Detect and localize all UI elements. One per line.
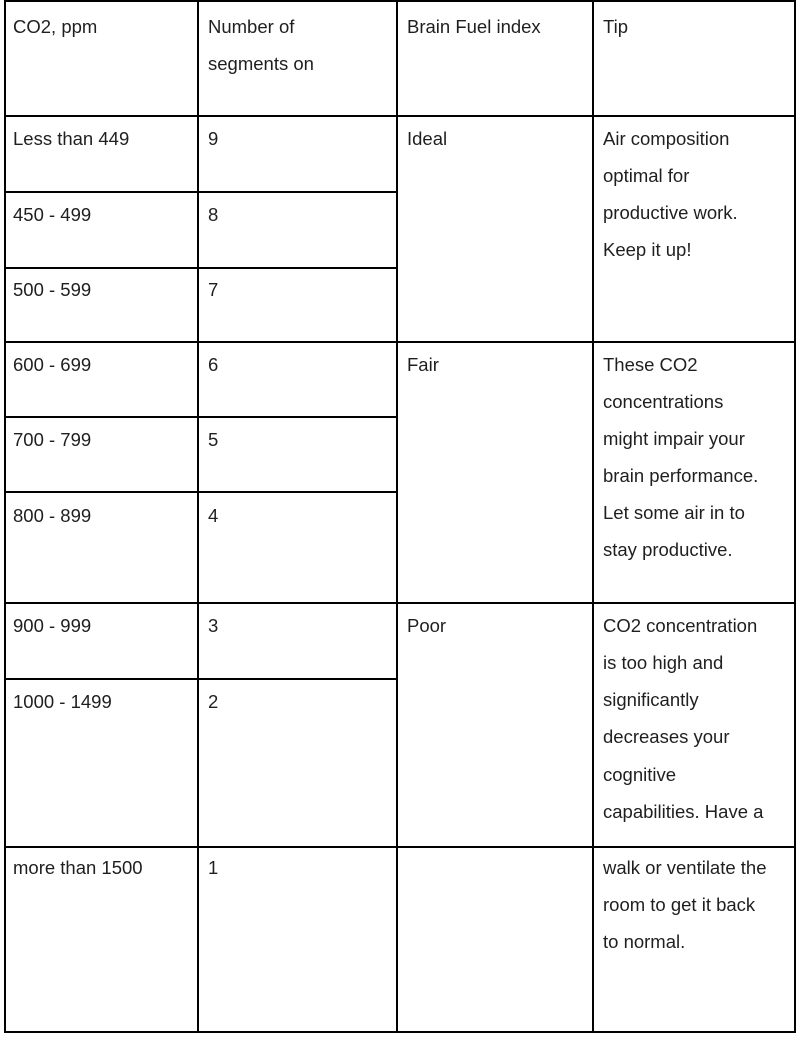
tip-line: optimal for [603,165,690,186]
tip-line: is too high and [603,652,724,673]
header-brain-fuel-index: Brain Fuel index [407,16,541,37]
ppm-cell: 900 - 999 [13,615,92,636]
segments-cell: 4 [208,505,219,526]
tip-line: Let some air in to [603,502,745,523]
segments-cell: 5 [208,429,219,450]
header-segments-line2: segments on [208,53,314,74]
ppm-cell: Less than 449 [13,128,130,149]
segments-cell: 1 [208,857,219,878]
segments-cell: 9 [208,128,219,149]
header-co2: CO2, ppm [13,16,98,37]
tip-line: These CO2 [603,354,698,375]
tip-line: Air composition [603,128,730,149]
segments-cell: 8 [208,204,219,225]
ppm-cell: 600 - 699 [13,354,92,375]
tip-line: cognitive [603,764,677,785]
ppm-cell: 450 - 499 [13,204,92,225]
border-header-bottom [4,115,796,117]
border-row1 [4,191,398,193]
tip-line: brain performance. [603,465,759,486]
tip-line: concentrations [603,391,724,412]
border-col4 [592,0,594,1033]
tip-line: capabilities. Have a [603,801,764,822]
tip-line: walk or ventilate the [603,857,767,878]
tip-line: productive work. [603,202,738,223]
segments-cell: 7 [208,279,219,300]
border-col3 [396,0,398,1033]
border-right [794,0,796,1033]
border-bottom [4,1031,796,1033]
tip-line: room to get it back [603,894,756,915]
tip-line: might impair your [603,428,745,449]
segments-cell: 6 [208,354,219,375]
ppm-cell: 500 - 599 [13,279,92,300]
ppm-cell: 800 - 899 [13,505,92,526]
tip-line: stay productive. [603,539,733,560]
border-row5 [4,491,398,493]
border-row2 [4,267,398,269]
border-group1 [4,341,796,343]
index-poor: Poor [407,615,447,636]
segments-cell: 3 [208,615,219,636]
border-row4 [4,416,398,418]
ppm-cell: 1000 - 1499 [13,691,112,712]
tip-line: Keep it up! [603,239,692,260]
index-ideal: Ideal [407,128,448,149]
header-tip: Tip [603,16,629,37]
tip-line: to normal. [603,931,686,952]
header-segments-line1: Number of [208,16,295,37]
border-top [4,0,796,2]
tip-line: decreases your [603,726,730,747]
ppm-cell: 700 - 799 [13,429,92,450]
tip-line: significantly [603,689,699,710]
border-group2 [4,602,796,604]
border-col2 [197,0,199,1033]
ppm-cell: more than 1500 [13,857,143,878]
border-left [4,0,6,1033]
tip-line: CO2 concentration [603,615,758,636]
border-row7 [4,678,398,680]
segments-cell: 2 [208,691,219,712]
border-page-break [4,846,796,848]
index-fair: Fair [407,354,439,375]
